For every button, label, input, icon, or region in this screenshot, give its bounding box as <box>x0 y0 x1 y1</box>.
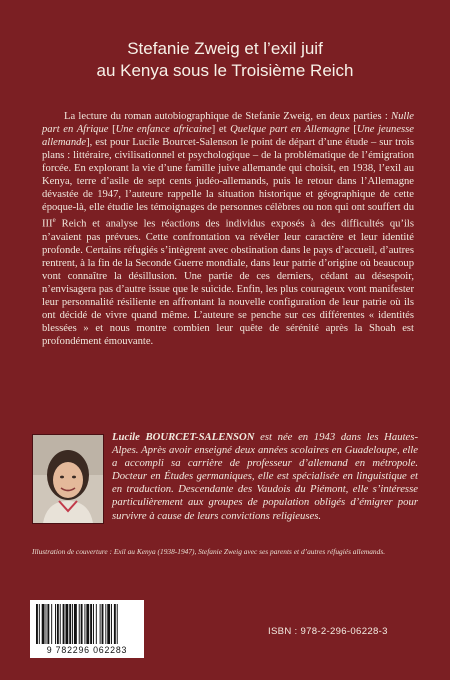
barcode-bar <box>69 604 71 644</box>
barcode-bar <box>39 604 40 644</box>
blurb-text: [ <box>349 124 357 136</box>
barcode-bar <box>74 604 77 644</box>
barcode-bar <box>60 604 61 644</box>
barcode-bar <box>46 604 47 644</box>
blurb-text: Reich et analyse les réactions des individus exposés à des difficultés qu’ils n’avaient pas prévues. Cette confrontation va révéler leur caractère et leur identité profonde. Certains réfugiés s’intègrent avec obstination dans le pays d’accueil, d’autres rentrent, à la fin de la Seconde Guerre mondiale, dans leur patrie d’origine où beaucoup vont connaître la désillusion. Une partie de ces derniers, cédant au désespoir, n’envisagera pas d’autre issue que le suicide. Enfin, les plus courageux vont manifester leur personnalité résiliente en affrontant la nouvelle configuration de leur patrie où ils ont décidé de vivre quand même. L’auteure se penche sur ces différentes « identités blessées » et nous montre combien leur quête de sérénité après la Shoah est profondément émouvante. <box>42 218 414 348</box>
barcode-bar <box>36 604 38 644</box>
barcode-bar <box>79 604 80 644</box>
author-bio-text: est née en 1943 dans les Hautes-Alpes. Après avoir enseigné deux années scolaires en Guadeloupe, elle a accompli sa carrière de professeur d’allemand en métropole. Docteur en Études germaniques, elle est spécialisée en linguistique et en traduction. Descendante des Vaudois du Piémont, elle s’intéresse particulièrement aux groupes de population obligés d’émigrer pour survivre à cause de leurs convictions religieuses. <box>112 431 419 522</box>
barcode-bar <box>84 604 85 644</box>
title-line-2: au Kenya sous le Troisième Reich <box>96 61 354 80</box>
barcode-bar <box>57 604 59 644</box>
book-subtitle-italic: Une jeunesse allemande <box>42 124 414 149</box>
barcode-bar <box>90 604 92 644</box>
barcode-bar <box>114 604 116 644</box>
author-name: Lucile BOURCET-SALENSON <box>112 431 255 443</box>
barcode-bar <box>47 604 49 644</box>
barcode-bar <box>102 604 104 644</box>
barcode-bar <box>96 604 97 644</box>
blurb-paragraph <box>42 110 414 348</box>
barcode-bar <box>93 604 94 644</box>
blurb-text: La lecture du roman autobiographique de Stefanie Zweig, en deux parties : <box>64 111 392 122</box>
barcode-bar <box>72 604 73 644</box>
barcode-bar <box>42 604 45 644</box>
blurb <box>42 110 414 348</box>
blurb-text: ], est pour Lucile Bourcet-Salenson le point de départ d’une étude – sur trois plans : littéraire, civilisationnel et psychologique – de la problématique de l’émigration forcée. En explorant la vie d’une famille juive allemande qui choisit, en 1938, l’exil au Kenya, terre d’asile de sept cents judéo-allemands, puis le retour dans l’Allemagne dévastée de 1947, l’auteure rappelle la situation historique et géographique de cette époque-là, elle étudie les témoignages de personnes célèbres ou non qui ont souffert du III <box>42 137 414 230</box>
author-portrait <box>32 434 104 524</box>
isbn: ISBN : 978-2-296-06228-3 <box>268 626 388 637</box>
superscript: e <box>52 216 56 225</box>
barcode-bar <box>100 604 101 644</box>
blurb-text: [ <box>108 124 116 136</box>
barcode-bar <box>105 604 106 644</box>
barcode-bar <box>51 604 52 644</box>
barcode-bar <box>117 604 118 644</box>
barcode-bar <box>81 604 83 644</box>
barcode-bar <box>107 604 110 644</box>
author-bio <box>112 431 418 523</box>
cover-illustration-caption: Illustration de couverture : Exil au Kenya (1938-1947), Stefanie Zweig avec ses parents et d’autres réfugiés allemands. <box>32 547 386 556</box>
barcode-digits: 9 782296 062283 <box>46 645 128 655</box>
author-portrait-image <box>33 435 103 523</box>
book-title-italic: Quelque part en Allemagne <box>230 124 350 136</box>
barcode-bars <box>36 604 138 644</box>
barcode-bar <box>55 604 56 644</box>
barcode-bar <box>65 604 68 644</box>
barcode-bar <box>63 604 65 644</box>
book-subtitle-italic: Une enfance africaine <box>115 124 212 136</box>
author-bio-paragraph <box>112 431 418 523</box>
barcode-bar <box>86 604 89 644</box>
barcode <box>30 600 144 658</box>
title-line-1: Stefanie Zweig et l’exil juif <box>127 39 323 58</box>
blurb-text: ] et <box>211 124 231 136</box>
barcode-bar <box>111 604 112 644</box>
book-title-italic: Nulle part en Afrique <box>42 111 414 136</box>
book-title <box>0 38 450 82</box>
